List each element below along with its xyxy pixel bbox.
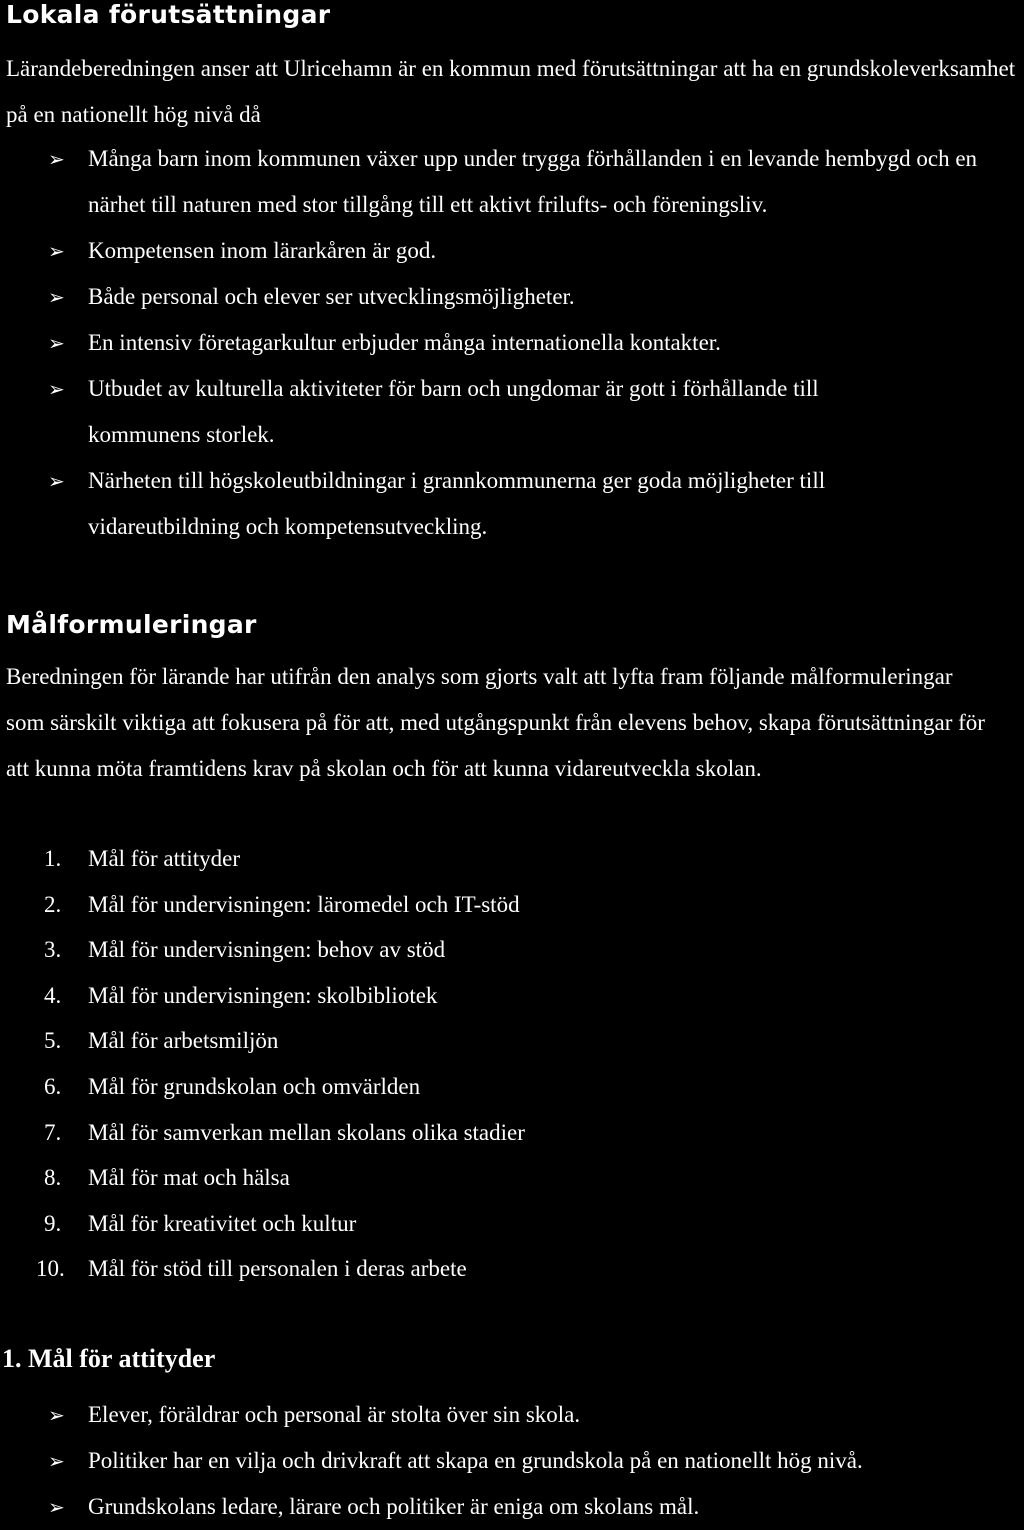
goal-item xyxy=(6,1064,1006,1110)
goal-number: 8. xyxy=(44,1165,62,1191)
arrow-bullet-icon: ➢ xyxy=(48,1449,65,1473)
list-item-text: Närheten till högskoleutbildningar i grannkommunerna ger goda möjligheter till vidareutbildning och kompetensutveckling. xyxy=(88,468,826,539)
list-item xyxy=(6,228,1024,274)
goal-text: Mål för grundskolan och omvärlden xyxy=(88,1073,421,1099)
list-item-text: Elever, föräldrar och personal är stolta över sin skola. xyxy=(88,1402,581,1427)
list-item xyxy=(6,320,1024,366)
arrow-bullet-icon: ➢ xyxy=(48,147,65,171)
list-item xyxy=(6,1484,1024,1530)
goal-number: 9. xyxy=(44,1210,62,1236)
list-item-text: Politiker har en vilja och drivkraft att skapa en grundskola på en nationellt hög nivå. xyxy=(88,1448,863,1473)
list-item-text: Många barn inom kommunen växer upp under trygga förhållanden i en levande hembygd och en närhet till naturen med stor tillgång till ett aktivt frilufts- och föreningsliv. xyxy=(88,146,978,217)
goal-number: 10. xyxy=(36,1256,65,1282)
goal-text: Mål för mat och hälsa xyxy=(88,1165,290,1191)
list-item xyxy=(6,458,1024,550)
list-mal-for-attityder xyxy=(6,1392,1024,1530)
arrow-bullet-icon: ➢ xyxy=(48,239,65,263)
list-item xyxy=(6,136,1024,228)
goal-item xyxy=(6,1110,1006,1156)
goal-number: 2. xyxy=(44,891,62,917)
goal-item xyxy=(6,973,1006,1019)
list-item-text: En intensiv företagarkultur erbjuder många internationella kontakter. xyxy=(88,330,721,355)
goal-text: Mål för samverkan mellan skolans olika stadier xyxy=(88,1119,525,1145)
goal-text: Mål för arbetsmiljön xyxy=(88,1028,279,1054)
list-item-text: Utbudet av kulturella aktiviteter för barn och ungdomar är gott i förhållande till kommunens storlek. xyxy=(88,376,819,447)
list-item xyxy=(6,274,1024,320)
goal-number: 5. xyxy=(44,1028,62,1054)
arrow-bullet-icon: ➢ xyxy=(48,377,65,401)
goal-text: Mål för stöd till personalen i deras arbete xyxy=(88,1256,467,1282)
goal-item xyxy=(6,1246,1006,1292)
intro-lokala: Lärandeberedningen anser att Ulricehamn är en kommun med förutsättningar att ha en grundskoleverksamhet på en nationellt hög nivå då xyxy=(6,56,1016,127)
heading-malformuleringar: Målformuleringar xyxy=(6,610,257,639)
list-item-text: Grundskolans ledare, lärare och politiker är eniga om skolans mål. xyxy=(88,1494,700,1519)
list-item-text: Kompetensen inom lärarkåren är god. xyxy=(88,238,437,263)
list-lokala-forutsattningar xyxy=(6,136,1024,550)
goal-item xyxy=(6,1155,1006,1201)
heading-lokala-forutsattningar: Lokala förutsättningar xyxy=(6,0,331,29)
arrow-bullet-icon: ➢ xyxy=(48,469,65,493)
goal-text: Mål för kreativitet och kultur xyxy=(88,1210,357,1236)
goal-number: 7. xyxy=(44,1119,62,1145)
heading-mal-for-attityder: 1. Mål för attityder xyxy=(2,1344,216,1373)
goal-item xyxy=(6,1018,1006,1064)
goal-number: 4. xyxy=(44,982,62,1008)
goal-item xyxy=(6,1201,1006,1247)
goal-item xyxy=(6,927,1006,973)
goal-item xyxy=(6,836,1006,882)
goal-text: Mål för attityder xyxy=(88,846,241,871)
goal-text: Mål för undervisningen: skolbibliotek xyxy=(88,982,438,1008)
goal-list xyxy=(6,836,1006,1292)
goal-number: 3. xyxy=(44,937,62,963)
arrow-bullet-icon: ➢ xyxy=(48,331,65,355)
list-item xyxy=(6,366,1024,458)
list-item xyxy=(6,1438,1024,1484)
goal-item xyxy=(6,882,1006,928)
arrow-bullet-icon: ➢ xyxy=(48,1495,65,1519)
arrow-bullet-icon: ➢ xyxy=(48,1403,65,1427)
list-item-text: Både personal och elever ser utvecklingsmöjligheter. xyxy=(88,284,575,309)
goal-text: Mål för undervisningen: läromedel och IT-stöd xyxy=(88,891,520,917)
arrow-bullet-icon: ➢ xyxy=(48,285,65,309)
goal-number: 6. xyxy=(44,1073,62,1099)
goal-text: Mål för undervisningen: behov av stöd xyxy=(88,937,446,963)
intro-malformuleringar: Beredningen för lärande har utifrån den analys som gjorts valt att lyfta fram följande målformuleringar som särskilt viktiga att fokusera på för att, med utgångspunkt från elevens behov, skapa förutsättningar för att kunna möta framtidens krav på skolan och för att kunna vidareutveckla skolan. xyxy=(6,664,985,781)
goal-number: 1. xyxy=(44,846,62,871)
list-item xyxy=(6,1392,1024,1438)
